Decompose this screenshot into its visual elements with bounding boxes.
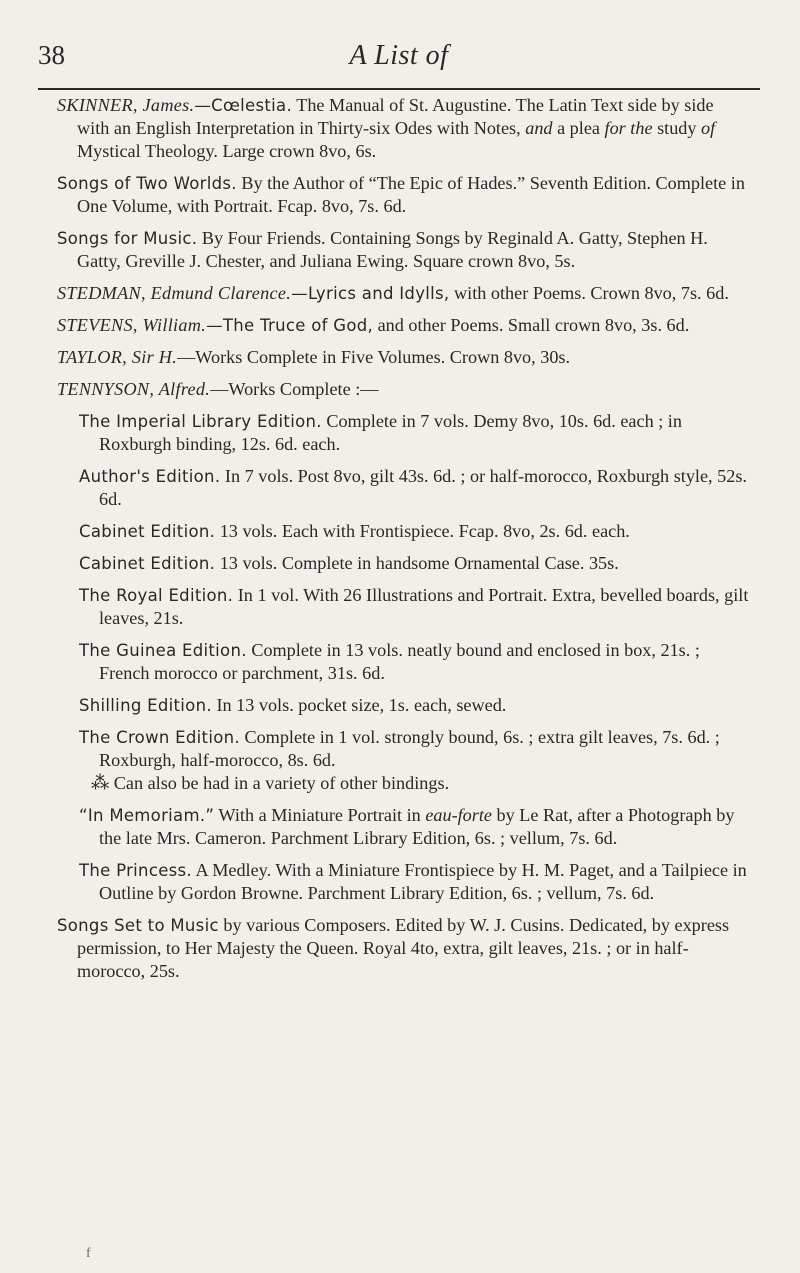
entry-shilling-edition	[79, 694, 750, 717]
entry-text: With a Miniature Portrait in	[214, 805, 426, 825]
entry-songs-two-worlds	[57, 172, 750, 218]
entry-italic: for the	[604, 118, 653, 138]
entry-text: —Works Complete :—	[210, 379, 379, 399]
entry-text: A Medley. With a Miniature Frontispiece by H. M. Paget, and a Tailpiece in Outline by Gordon Browne. Parchment Library Edition, 6s. ; vellum, 7s. 6d.	[99, 860, 747, 903]
entry-italic: eau-forte	[425, 805, 492, 825]
entry-songs-set-to-music	[57, 914, 750, 983]
entry-text: By Four Friends. Containing Songs by Reginald A. Gatty, Stephen H. Gatty, Greville J. Chester, and Juliana Ewing. Square crown 8vo, 5s.	[77, 228, 708, 271]
entry-stevens	[57, 314, 750, 337]
entry-bindings-note	[79, 772, 750, 795]
entry-title: Songs Set to Music	[57, 916, 219, 935]
running-title: A List of	[349, 40, 449, 71]
entry-text: By the Author of “The Epic of Hades.” Seventh Edition. Complete in One Volume, with Portrait. Fcap. 8vo, 7s. 6d.	[77, 173, 745, 216]
entry-text: by various Composers. Edited by W. J. Cusins. Dedicated, by express permission, to Her Majesty the Queen. Royal 4to, extra, gilt leaves, 21s. ; or in half-morocco, 25s.	[77, 915, 730, 981]
entry-taylor	[57, 346, 750, 369]
entry-text: Complete in 1 vol. strongly bound, 6s. ; extra gilt leaves, 7s. 6d. ; Roxburgh, half-morocco, 8s. 6d.	[99, 727, 720, 770]
entry-the-princess	[79, 859, 750, 905]
entry-tennyson	[57, 378, 750, 401]
entry-author: STEVENS, William.	[57, 315, 207, 335]
entry-text: and other Poems. Small crown 8vo, 3s. 6d.	[373, 315, 690, 335]
entry-text: ⁂ Can also be had in a variety of other bindings.	[91, 773, 450, 793]
entry-title: “In Memoriam.”	[79, 806, 215, 825]
entry-text: a plea	[552, 118, 605, 138]
entry-title: Cabinet Edition.	[79, 554, 216, 573]
entry-text: In 13 vols. pocket size, 1s. each, sewed.	[211, 695, 507, 715]
entry-title: —Lyrics and Idylls,	[291, 284, 450, 303]
entry-title: Author's Edition.	[79, 467, 221, 486]
entry-title: The Princess.	[79, 861, 192, 880]
entry-text: Complete in 7 vols. Demy 8vo, 10s. 6d. each ; in Roxburgh binding, 12s. 6d. each.	[99, 411, 682, 454]
entry-italic: of	[701, 118, 716, 138]
entry-title: The Imperial Library Edition.	[79, 412, 322, 431]
entry-text: Complete in 13 vols. neatly bound and enclosed in box, 21s. ; French morocco or parchment, 31s. 6d.	[99, 640, 700, 683]
page-header	[38, 40, 760, 86]
entry-title: Songs of Two Worlds.	[57, 174, 237, 193]
entry-title: Cabinet Edition.	[79, 522, 216, 541]
entry-in-memoriam	[79, 804, 750, 850]
header-rule	[38, 88, 760, 90]
entry-title: The Guinea Edition.	[79, 641, 247, 660]
catalogue-entries	[57, 94, 750, 992]
entry-author: STEDMAN, Edmund Clarence.	[57, 283, 292, 303]
entry-text: Mystical Theology. Large crown 8vo, 6s.	[77, 141, 377, 161]
entry-royal-edition	[79, 584, 750, 630]
entry-italic: and	[525, 118, 553, 138]
page-number: 38	[38, 40, 65, 70]
entry-title: The Royal Edition.	[79, 586, 234, 605]
entry-cabinet-edition	[79, 520, 750, 543]
entry-crown-edition	[79, 726, 750, 772]
entry-author: SKINNER, James.	[57, 95, 195, 115]
entry-author: TAYLOR, Sir H.	[57, 347, 178, 367]
entry-stedman	[57, 282, 750, 305]
entry-text: study	[652, 118, 702, 138]
entry-title: Shilling Edition.	[79, 696, 212, 715]
entry-text: by Le Rat, after a Photograph by the late Mrs. Cameron. Parchment Library Edition, 6s. ; vellum, 7s. 6d.	[99, 805, 735, 848]
entry-title: —The Truce of God,	[206, 316, 374, 335]
entry-text: with other Poems. Crown 8vo, 7s. 6d.	[449, 283, 729, 303]
entry-text: —Works Complete in Five Volumes. Crown 8vo, 30s.	[177, 347, 571, 367]
entry-imperial-edition	[79, 410, 750, 456]
entry-text: 13 vols. Complete in handsome Ornamental Case. 35s.	[215, 553, 619, 573]
printer-mark: f	[86, 1246, 91, 1261]
entry-text: The Manual of St. Augustine. The Latin Text side by side with an English Interpretation in Thirty-six Odes with Notes,	[77, 95, 714, 138]
entry-guinea-edition	[79, 639, 750, 685]
entry-songs-for-music	[57, 227, 750, 273]
entry-text: In 7 vols. Post 8vo, gilt 43s. 6d. ; or half-morocco, Roxburgh style, 52s. 6d.	[99, 466, 747, 509]
entry-title: The Crown Edition.	[79, 728, 240, 747]
entry-text: In 1 vol. With 26 Illustrations and Portrait. Extra, bevelled boards, gilt leaves, 21s.	[99, 585, 749, 628]
entry-title: Songs for Music.	[57, 229, 198, 248]
entry-title: —Cœlestia.	[194, 96, 293, 115]
entry-authors-edition	[79, 465, 750, 511]
entry-skinner	[57, 94, 750, 163]
entry-cabinet-edition-case	[79, 552, 750, 575]
entry-author: TENNYSON, Alfred.	[57, 379, 211, 399]
entry-text: 13 vols. Each with Frontispiece. Fcap. 8vo, 2s. 6d. each.	[215, 521, 630, 541]
